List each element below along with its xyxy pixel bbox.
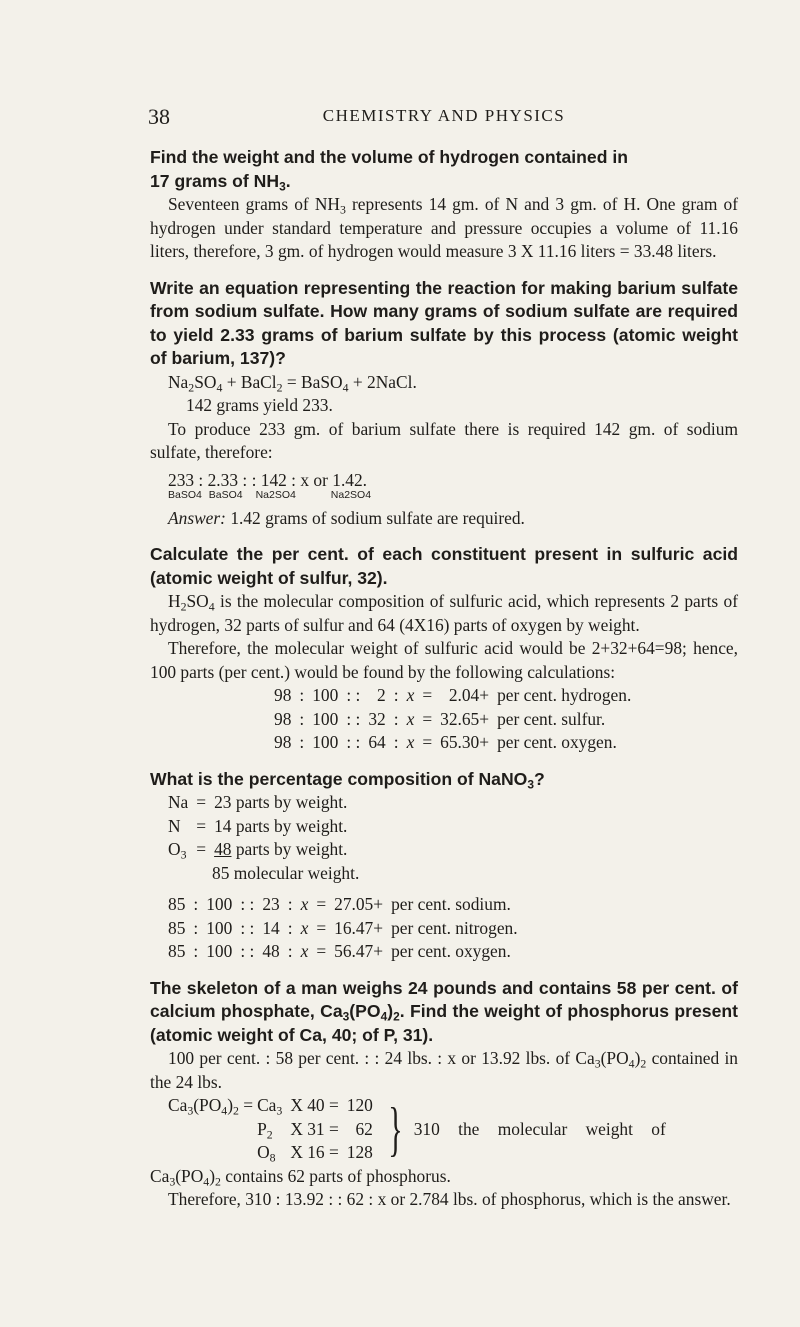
calc-cell: = [422, 708, 433, 729]
calc-cell: 16.47+ [334, 917, 384, 938]
calc-cell: : : [240, 917, 255, 938]
question-1-answer: Seventeen grams of $NH_3$ represents 14 gm. of N and 3 gm. of H. One gram of hydrogen under standard temperature and pressure occupies a volume of 11.16 liters, therefore, 3 gm. of hydrogen would measure 3 X 11.16 liters = 33.48 liters. [150, 194, 738, 261]
calc-cell: : [299, 708, 305, 729]
calc-row [164, 917, 522, 941]
calc-cell: : [393, 732, 399, 752]
calc-cell: per cent. sulfur. [497, 708, 606, 729]
running-title: CHEMISTRY AND PHYSICS [322, 106, 566, 125]
calc-cell: : [393, 708, 399, 729]
calc-cell: 85 [168, 894, 186, 914]
calc-cell: : [193, 941, 199, 961]
proportion-label: Na2SO4 [255, 488, 296, 501]
calc-cell: x [300, 941, 309, 961]
molecular-weight-note: 310 the molecular weight of [413, 1118, 666, 1139]
calc-cell: 32.65+ [440, 708, 490, 729]
calc-cell: 85 [168, 941, 186, 961]
barium-explanation: To produce 233 gm. of barium sulfate there is required 142 gm. of sodium sulfate, therefore: [150, 418, 738, 462]
calc-cell: : [193, 917, 199, 938]
barium-answer: Answer: 1.42 grams of sodium sulfate are required. [168, 507, 525, 528]
calc-cell: 14 [262, 917, 280, 938]
calc-cell: 48 [262, 941, 280, 961]
table-row: Na = 23 parts by weight. [168, 792, 348, 812]
calc-cell: 65.30+ [440, 732, 490, 752]
calc-cell: 85 [168, 917, 186, 938]
calc-cell: 56.47+ [334, 941, 384, 961]
calc-cell: : [287, 894, 293, 914]
question-2-heading: Write an equation representing the reaction for making barium sulfate from sodium sulfate. How many grams of sodium sulfate are required to yield 2.33 grams of barium sulfate by this process (atomic weight of barium, 137)? [150, 277, 738, 368]
calc-cell: : : [346, 732, 361, 752]
calc-cell: : [299, 732, 305, 752]
right-brace: } [388, 1096, 403, 1163]
calc-cell: per cent. sodium. [391, 894, 511, 914]
calc-row [270, 731, 635, 755]
page-header [148, 104, 740, 130]
calc-cell: = [316, 941, 327, 961]
question-5-heading: The skeleton of a man weighs 24 pounds and contains 58 per cent. of calcium phosphate, $Ca_3(PO_4)_2$. Find the weight of phosphorus present (atomic weight of Ca, 40; of P, 31). [150, 977, 738, 1045]
proportion-label: Na2SO4 [330, 488, 372, 501]
yield-line: 142 grams yield 233. [186, 395, 333, 415]
table-row: N = 14 parts by weight. [168, 815, 348, 836]
calc-cell: 23 [262, 894, 280, 914]
calc-cell: 100 [206, 894, 233, 914]
calc-row [164, 893, 522, 917]
page-number: 38 [148, 104, 170, 129]
calc-cell: 98 [274, 685, 292, 705]
calc-cell: 64 [368, 732, 386, 752]
calc-cell: 100 [312, 732, 339, 752]
calc-cell: : [393, 685, 399, 705]
calc-cell: = [422, 685, 433, 705]
page-content [150, 146, 738, 1212]
calc-cell: 32 [368, 708, 386, 729]
sulfuric-calculations [270, 684, 635, 755]
table-row: $O_3$ = 48 parts by weight. [168, 839, 348, 862]
calc-cell: = [316, 917, 327, 938]
table-row: $O_8$ X 16 = 128 [257, 1142, 373, 1165]
sulfuric-composition: $H_2SO_4$ is the molecular composition of sulfuric acid, which represents 2 parts of hydrogen, 32 parts of sulfur and 64 (4X16) parts of oxygen by weight. [150, 591, 738, 635]
calc-cell: 27.05+ [334, 894, 384, 914]
calc-cell: : : [240, 941, 255, 961]
calc-cell: 2 [377, 685, 386, 705]
proportion-label: BaSO4 [168, 488, 202, 501]
calc-cell: per cent. hydrogen. [497, 685, 632, 705]
calc-cell: : : [346, 708, 361, 729]
question-4-heading: What is the percentage composition of NaNO$_3$? [150, 768, 545, 791]
phosphate-breakdown [168, 1094, 738, 1165]
calc-cell: = [422, 732, 433, 752]
calc-cell: : [193, 894, 199, 914]
calc-cell: : : [346, 685, 361, 705]
calc-cell: 98 [274, 708, 292, 729]
calc-row [270, 684, 635, 708]
calc-cell: 100 [206, 917, 233, 938]
calc-cell: : [287, 917, 293, 938]
sulfuric-molecular-weight: Therefore, the molecular weight of sulfuric acid would be 2+32+64=98; hence, 100 parts (per cent.) would be found by the following calculations: [150, 638, 738, 682]
calc-cell: 100 [206, 941, 233, 961]
calc-cell: 100 [312, 685, 339, 705]
calc-cell: x [406, 708, 415, 729]
calc-cell: x [406, 685, 415, 705]
phosphorus-parts: $Ca_3(PO_4)_2$ contains 62 parts of phosphorus. [150, 1165, 451, 1188]
calc-cell: x [300, 894, 309, 914]
proportion-label: BaSO4 [208, 488, 243, 501]
calc-cell: per cent. oxygen. [497, 732, 617, 752]
barium-equation: $Na_2SO_4$ + BaCl$_2$ = BaSO$_4$ + 2NaCl. [168, 371, 417, 394]
phosphate-formula: $Ca_3(PO_4)_2$ = [168, 1095, 254, 1118]
calc-cell: per cent. nitrogen. [391, 917, 518, 938]
question-1-heading: Find the weight and the volume of hydrogen contained in 17 grams of $NH_3$. [150, 147, 628, 193]
calc-cell: per cent. oxygen. [391, 941, 511, 961]
nitrate-parts [164, 791, 351, 862]
table-row: $Ca_3$ X 40 = 120 [257, 1095, 373, 1118]
calc-cell: x [406, 732, 415, 752]
calc-row [164, 940, 522, 964]
calc-cell: 98 [274, 732, 292, 752]
calc-row [270, 708, 635, 732]
calc-cell: : [287, 941, 293, 961]
phosphorus-answer: Therefore, 310 : 13.92 : : 62 : x or 2.784 lbs. of phosphorus, which is the answer. [168, 1189, 731, 1209]
calc-cell: 100 [312, 708, 339, 729]
nitrate-calculations [164, 893, 522, 964]
phosphate-proportion: 100 per cent. : 58 per cent. : : 24 lbs. : x or 13.92 lbs. of $Ca_3(PO_4)_2$ contained in the 24 lbs. [150, 1048, 739, 1092]
calc-cell: = [316, 894, 327, 914]
barium-proportion: 233 : 2.33 : : 142 : x or 1.42. [168, 469, 368, 490]
nitrate-total: 85 molecular weight. [212, 862, 360, 883]
proportion-labels [150, 489, 738, 501]
calc-cell: : : [240, 894, 255, 914]
calc-cell: : [299, 685, 305, 705]
table-row: $P_2$ X 31 = 62 [257, 1118, 373, 1141]
question-3-heading: Calculate the per cent. of each constituent present in sulfuric acid (atomic weight of sulfur, 32). [150, 544, 738, 588]
phosphate-parts [253, 1094, 377, 1165]
calc-cell: 2.04+ [448, 685, 490, 705]
calc-cell: x [300, 917, 309, 938]
